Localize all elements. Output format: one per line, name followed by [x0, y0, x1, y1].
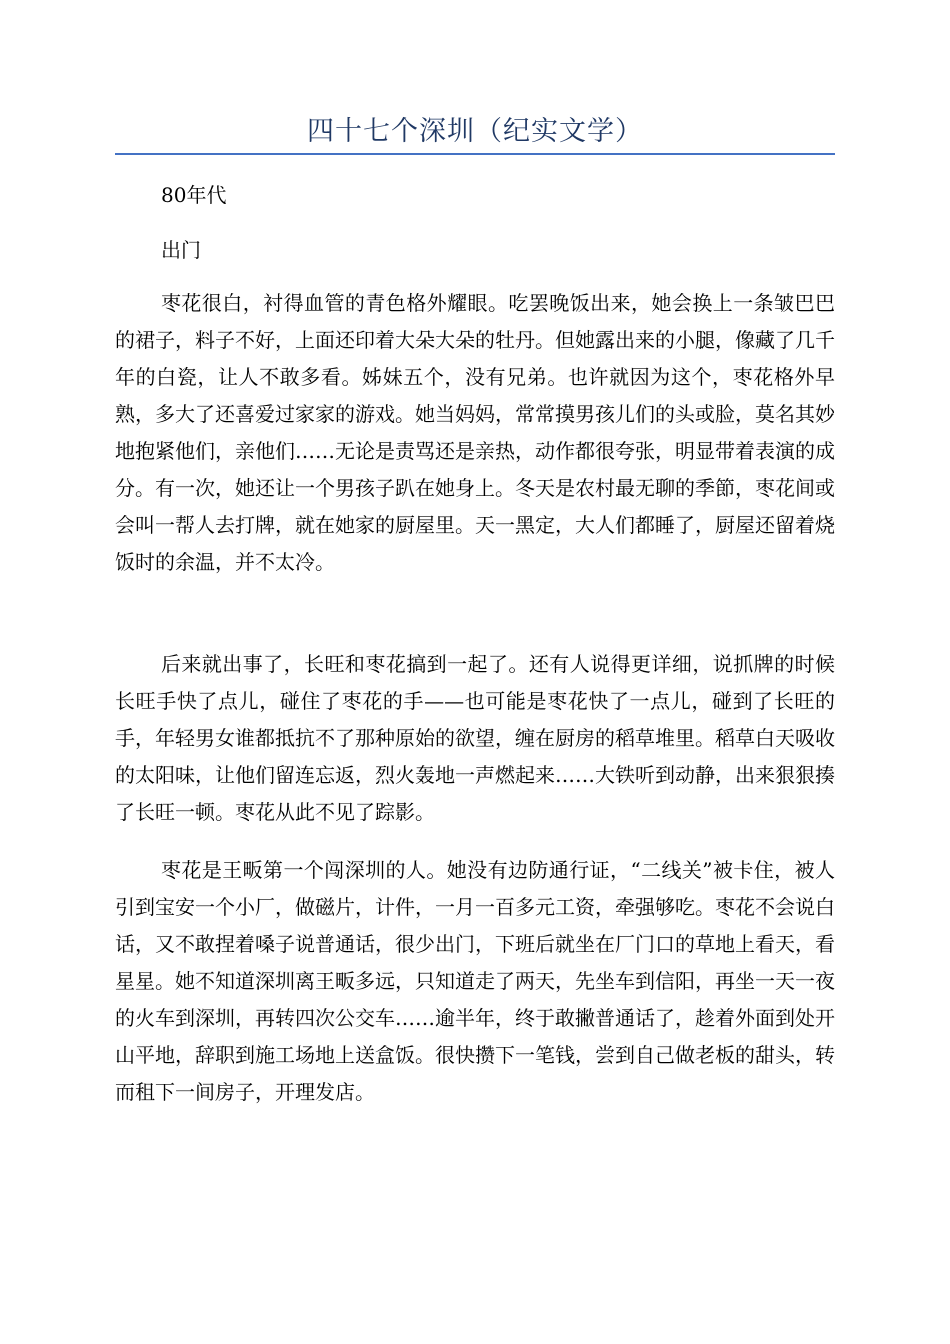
paragraph-2: 后来就出事了，长旺和枣花搞到一起了。还有人说得更详细，说抓牌的时候长旺手快了点儿，碰住了枣花的手——也可能是枣花快了一点儿，碰到了长旺的手，年轻男女谁都抵抗不了那种原始的欲望，缠在厨房的稻草堆里。稻草白天吸收的太阳味，让他们留连忘返，烈火轰地一声燃起来……大铁听到动静，出来狠狠揍了长旺一顿。枣花从此不见了踪影。	[115, 652, 835, 824]
paragraph-3: 枣花是王畈第一个闯深圳的人。她没有边防通行证，“二线关”被卡住，被人引到宝安一个小厂，做磁片，计件，一月一百多元工资，牵强够吃。枣花不会说白话，又不敢捏着嗓子说普通话，很少出门，下班后就坐在厂门口的草地上看天，看星星。她不知道深圳离王畈多远，只知道走了两天，先坐车到信阳，再坐一天一夜的火车到深圳，再转四次公交车……逾半年，终于敢撇普通话了，趁着外面到处开山平地，辞职到施工场地上送盒饭。很快攒下一笔钱，尝到自己做老板的甜头，转而租下一间房子，开理发店。	[115, 858, 835, 1104]
chapter-label: 出门	[161, 238, 201, 262]
paragraph-1: 枣花很白，衬得血管的青色格外耀眼。吃罢晚饭出来，她会换上一条皱巴巴的裙子，料子不好，上面还印着大朵大朵的牡丹。但她露出来的小腿，像藏了几千年的白瓷，让人不敢多看。姊妹五个，没有兄弟。也许就因为这个，枣花格外早熟，多大了还喜爱过家家的游戏。她当妈妈，常常摸男孩儿们的头或脸，莫名其妙地抱紧他们，亲他们……无论是责骂还是亲热，动作都很夸张，明显带着表演的成分。有一次，她还让一个男孩子趴在她身上。冬天是农村最无聊的季節，枣花间或会叫一帮人去打牌，就在她家的厨屋里。天一黑定，大人们都睡了，厨屋还留着烧饭时的余温，并不太冷。	[115, 291, 835, 574]
title-divider	[115, 153, 835, 155]
page-title: 四十七个深圳（纪实文学）	[307, 116, 643, 147]
section-label: 80年代	[161, 183, 227, 207]
